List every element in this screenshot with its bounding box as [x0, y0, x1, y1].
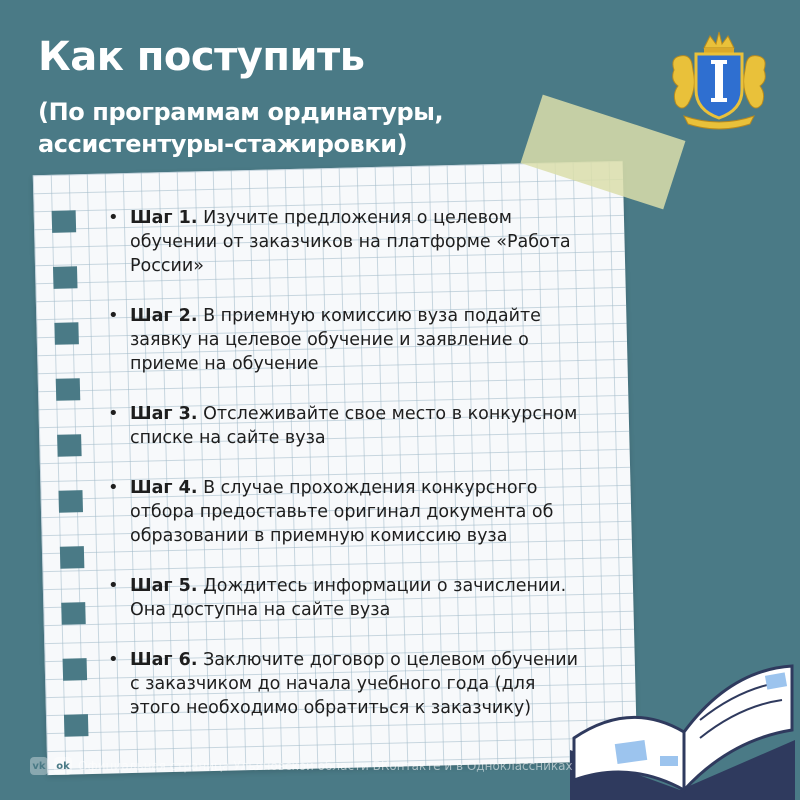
step-text: В приемную комиссию вуза подайте заявку на целевое обучение и заявление о приеме на обучение [130, 306, 541, 374]
step-text: Заключите договор о целевом обучении с заказчиком до начала учебного года (для этого необходимо обратиться к заказчику) [130, 650, 578, 718]
paper-hole [64, 714, 89, 737]
step-text: Дождитесь информации о зачислении. Она доступна на сайте вуза [130, 576, 567, 620]
paper-hole [53, 266, 78, 289]
paper-hole [61, 602, 86, 625]
step-text: В случае прохождения конкурсного отбора предоставьте оригинал документа об образовании в приемную комиссию вуза [130, 478, 554, 546]
step-label: Шаг 5. [130, 576, 198, 596]
steps-list [108, 206, 578, 746]
step-label: Шаг 1. [130, 208, 198, 228]
paper-hole [63, 658, 88, 681]
footer-text: Официальная страница Ульяновской области ВКонтакте и в Одноклассниках [78, 759, 573, 773]
coat-of-arms-icon [666, 30, 772, 130]
footer [30, 756, 620, 776]
step-item [108, 402, 578, 450]
step-item [108, 304, 578, 376]
step-label: Шаг 3. [130, 404, 198, 424]
step-label: Шаг 6. [130, 650, 198, 670]
paper-hole [58, 490, 83, 513]
paper-hole [57, 434, 82, 457]
step-item [108, 206, 578, 278]
odnoklassniki-icon[interactable]: ok [54, 757, 72, 775]
paper-hole [54, 322, 79, 345]
page-title: Как поступить [38, 34, 365, 80]
vk-icon[interactable]: vk [30, 757, 48, 775]
step-item [108, 648, 578, 720]
step-text: Изучите предложения о целевом обучении от заказчиков на платформе «Работа России» [130, 208, 571, 276]
paper-hole [52, 210, 77, 233]
paper-hole [60, 546, 85, 569]
paper-hole [56, 378, 81, 401]
step-item [108, 574, 578, 622]
step-label: Шаг 4. [130, 478, 198, 498]
step-label: Шаг 2. [130, 306, 198, 326]
page-subtitle: (По программам ординатуры, ассистентуры-стажировки) [38, 98, 444, 158]
step-text: Отслеживайте свое место в конкурсном списке на сайте вуза [130, 404, 578, 448]
step-item [108, 476, 578, 548]
